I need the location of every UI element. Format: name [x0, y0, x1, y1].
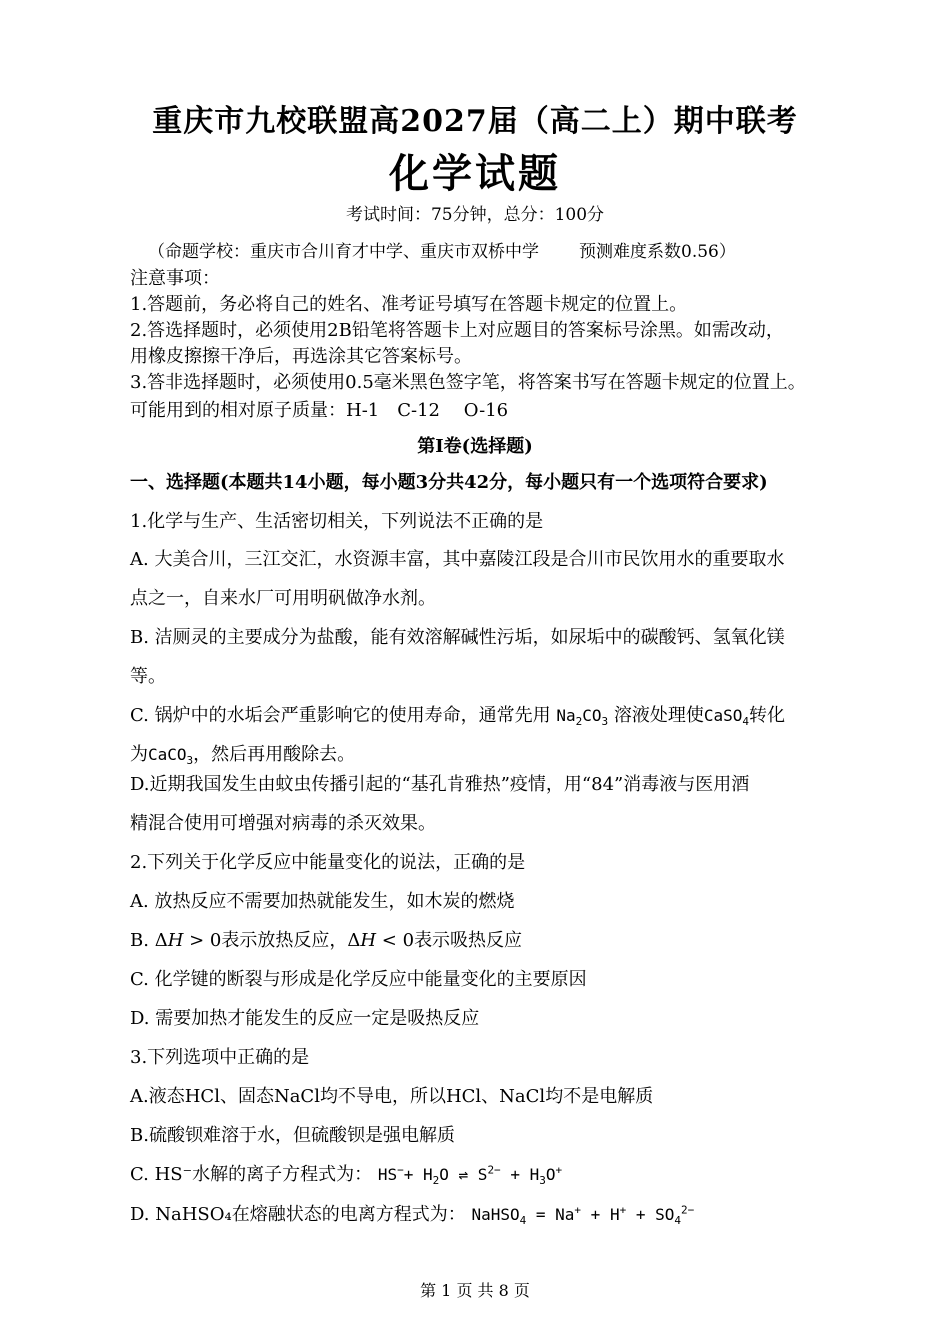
question-1-option-c: C. 锅炉中的水垢会严重影响它的使用寿命，通常先用 $Na_2CO_3$ 溶液处理使CaSO$_4$转化: [130, 705, 785, 729]
question-1-option-d: D.近期我国发生由蚊虫传播引起的“基孔肯雅热”疫情，用“84”消毒液与医用酒: [130, 774, 750, 795]
school-info: （命题学校：重庆市合川育才中学、重庆市双桥中学 预测难度系数0.56）: [148, 242, 736, 262]
notes-heading: 注意事项：: [130, 268, 220, 289]
math-dh-positive: ΔH > 0: [154, 930, 222, 951]
equation-nahso4-ionization: NaHSO$_4$ = $Na^+ + H^+ + SO_4^{2-}$: [471, 1203, 695, 1228]
difficulty-info: 预测难度系数0.56）: [579, 242, 736, 262]
question-2-option-d: D. 需要加热才能发生的反应一定是吸热反应: [130, 1008, 480, 1029]
exam-info: 考试时间：75分钟，总分：100分: [345, 205, 605, 225]
question-1-stem: 1.化学与生产、生活密切相关，下列说法不正确的是: [130, 511, 544, 532]
formula-caco3: CaCO$_3$: [148, 745, 194, 768]
note-item: 3.答非选择题时，必须使用0.5毫米黑色签字笔，将答案书写在答题卡规定的位置上。: [130, 372, 806, 393]
question-3-option-c: C. HS⁻水解的离子方程式为： $HS^-+ H_2O$ ⇌ $S^{2-} + H_3O^+$: [130, 1163, 563, 1188]
section-heading: 一、选择题(本题共14小题，每小题3分共42分，每小题只有一个选项符合要求): [130, 472, 768, 493]
note-item: 1.答题前，务必将自己的姓名、准考证号填写在答题卡规定的位置上。: [130, 294, 688, 315]
question-2-option-a: A. 放热反应不需要加热就能发生，如木炭的燃烧: [130, 891, 515, 912]
page-footer: 第 1 页 共 8 页: [420, 1281, 530, 1300]
question-2-stem: 2.下列关于化学反应中能量变化的说法，正确的是: [130, 852, 526, 873]
question-2-option-b: B. ΔH > 0表示放热反应，ΔH < 0表示吸热反应: [130, 930, 523, 951]
question-3-option-d: D. NaHSO₄在熔融状态的电离方程式为： NaHSO$_4$ = $Na^+ + H^+ + SO_4^{2-}$: [130, 1203, 695, 1228]
question-1-option-c-cont: 为CaCO$_3$，然后再用酸除去。: [130, 744, 356, 768]
question-1-option-b-cont: 等。: [130, 666, 166, 687]
question-2-option-c: C. 化学键的断裂与形成是化学反应中能量变化的主要原因: [130, 969, 587, 990]
note-item: 2.答选择题时，必须使用2B铅笔将答题卡上对应题目的答案标号涂黑。如需改动，: [130, 320, 784, 341]
question-3-stem: 3.下列选项中正确的是: [130, 1047, 310, 1068]
question-1-option-d-cont: 精混合使用可增强对病毒的杀灭效果。: [130, 813, 436, 834]
equation-hs-hydrolysis: $HS^-+ H_2O$ ⇌ $S^{2-} + H_3O^+$: [377, 1163, 563, 1188]
question-1-option-a-cont: 点之一，自来水厂可用明矾做净水剂。: [130, 588, 436, 609]
exam-subject-title: 化学试题: [389, 150, 561, 197]
question-1-option-b: B. 洁厕灵的主要成分为盐酸，能有效溶解碱性污垢，如尿垢中的碳酸钙、氢氧化镁: [130, 627, 785, 648]
volume-title: 第Ⅰ卷(选择题): [417, 436, 533, 457]
question-1-option-a: A. 大美合川，三江交汇，水资源丰富，其中嘉陵江段是合川市民饮用水的重要取水: [130, 549, 785, 570]
formula-na2co3: $Na_2CO_3$: [556, 706, 609, 729]
atomic-masses: 可能用到的相对原子质量：H-1 C-12 O-16: [130, 400, 509, 421]
note-item: 用橡皮擦擦干净后，再选涂其它答案标号。: [130, 346, 472, 367]
question-3-option-b: B.硫酸钡难溶于水，但硫酸钡是强电解质: [130, 1125, 455, 1146]
question-3-option-a: A.液态HCl、固态NaCl均不导电，所以HCl、NaCl均不是电解质: [130, 1086, 654, 1107]
formula-caso4: CaSO$_4$: [703, 706, 749, 729]
exam-title: 重庆市九校联盟高2027届（高二上）期中联考: [152, 104, 798, 139]
math-dh-negative: ΔH < 0: [347, 930, 415, 951]
